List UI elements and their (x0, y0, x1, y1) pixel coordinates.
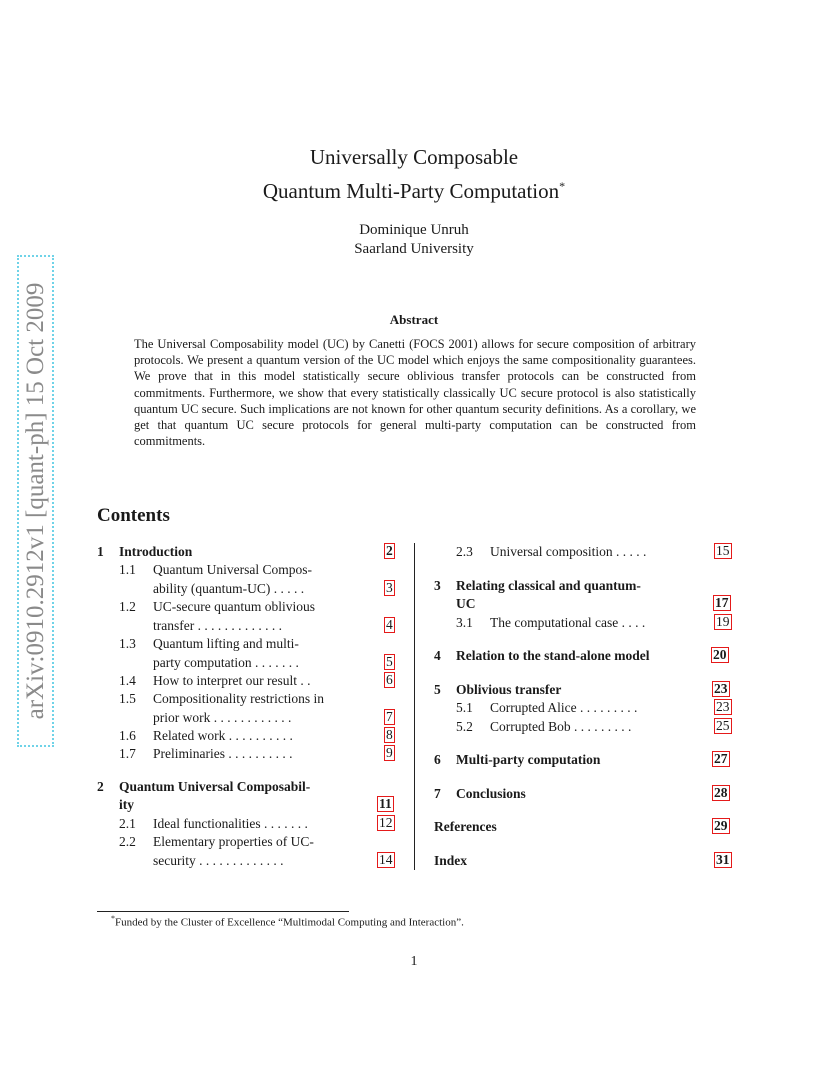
toc-entry-quantum-lifting-cont[interactable]: party computation . . . . . . . (153, 655, 299, 670)
toc-page-link[interactable]: 5 (386, 654, 393, 669)
toc-entry-number: 1.5 (119, 691, 136, 706)
toc-page-link[interactable]: 29 (714, 818, 728, 833)
toc-entry-number: 2.1 (119, 816, 136, 831)
toc-entry-conclusions[interactable]: Conclusions (456, 786, 526, 801)
toc-entry-relating-classical-quantum-cont[interactable]: UC (456, 596, 476, 611)
toc-entry-number: 2.3 (456, 544, 473, 559)
toc-page-link[interactable]: 23 (714, 681, 728, 696)
toc-entry-quantum-lifting[interactable]: Quantum lifting and multi- (153, 636, 299, 651)
arxiv-identifier[interactable] (17, 255, 54, 747)
abstract-text: The Universal Composability model (UC) by Canetti (FOCS 2001) allows for secure composition of arbitrary protocols. We present a quantum version of the UC model which enjoys the same compositionality guarantees. We prove that in this model statistically secure oblivious transfer protocols can be constructed from commitments. Furthermore, we show that every statistically classically UC secure protocol is also statistically quantum UC secure. Such implications are not known for other quantum security definitions. As a corollary, we get that quantum UC secure protocols for general multi-party computation can be constructed from commitments. (134, 337, 696, 449)
toc-page-link[interactable]: 8 (386, 727, 393, 742)
toc-page-link[interactable]: 9 (386, 745, 393, 760)
abstract-heading: Abstract (389, 312, 439, 327)
toc-entry-corrupted-alice[interactable]: Corrupted Alice . . . . . . . . . (490, 700, 638, 715)
title-line-2: Quantum Multi-Party Computation* (262, 179, 566, 203)
toc-entry-number: 6 (434, 752, 441, 767)
toc-entry-compositionality-restrictions[interactable]: Compositionality restrictions in (153, 691, 324, 706)
toc-entry-number: 1.4 (119, 673, 136, 688)
toc-page-link[interactable]: 7 (386, 709, 393, 724)
toc-entry-relating-classical-quantum[interactable]: Relating classical and quantum- (456, 578, 641, 593)
footnote-mark: * (111, 914, 115, 923)
toc-page-link[interactable]: 25 (716, 718, 730, 733)
toc-entry-number: 3.1 (456, 615, 473, 630)
toc-entry-ideal-functionalities[interactable]: Ideal functionalities . . . . . . . (153, 816, 308, 831)
toc-entry-oblivious-transfer-cont[interactable]: transfer . . . . . . . . . . . . . (153, 618, 282, 633)
toc-entry-elementary-properties-cont[interactable]: security . . . . . . . . . . . . . (153, 853, 284, 868)
toc-entry-oblivious-transfer[interactable]: UC-secure quantum oblivious (153, 599, 315, 614)
page-number: 1 (410, 954, 418, 969)
toc-entry-number: 5.2 (456, 719, 473, 734)
footnote-rule (97, 911, 349, 912)
toc-entry-number: 2.2 (119, 834, 136, 849)
toc-page-link[interactable]: 28 (714, 785, 728, 800)
toc-page-link[interactable]: 2 (386, 543, 393, 558)
paper-title (0, 143, 828, 206)
toc-entry-number: 1.1 (119, 562, 136, 577)
toc-page-link[interactable]: 11 (379, 796, 392, 811)
toc-entry-number: 1 (97, 544, 104, 559)
contents-heading: Contents (97, 505, 170, 526)
toc-entry-number: 5.1 (456, 700, 473, 715)
author-block (0, 221, 828, 259)
toc-entry-multi-party-computation[interactable]: Multi-party computation (456, 752, 601, 767)
author-name: Dominique Unruh (359, 222, 469, 238)
footnote-text: Funded by the Cluster of Excellence “Multimodal Computing and Interaction”. (115, 916, 464, 929)
footnote (111, 914, 464, 929)
toc-entry-related-work[interactable]: Related work . . . . . . . . . . (153, 728, 293, 743)
toc-entry-number: 1.3 (119, 636, 136, 651)
toc-page-link[interactable]: 12 (379, 815, 393, 830)
toc-entry-elementary-properties[interactable]: Elementary properties of UC- (153, 834, 314, 849)
toc-entry-introduction[interactable]: Introduction (119, 544, 193, 559)
toc-page-link[interactable]: 27 (714, 751, 728, 766)
toc-entry-interpret-result[interactable]: How to interpret our result . . (153, 673, 311, 688)
toc-page-link[interactable]: 3 (386, 580, 393, 595)
toc-entry-number: 7 (434, 786, 441, 801)
toc-entry-oblivious-transfer-section[interactable]: Oblivious transfer (456, 682, 562, 697)
toc-entry-corrupted-bob[interactable]: Corrupted Bob . . . . . . . . . (490, 719, 632, 734)
toc-entry-stand-alone-model[interactable]: Relation to the stand-alone model (456, 648, 650, 663)
toc-entry-quantum-uc[interactable]: Quantum Universal Compos- (153, 562, 312, 577)
toc-entry-quantum-universal-composability-cont[interactable]: ity (119, 797, 134, 812)
author-affiliation: Saarland University (354, 241, 474, 257)
toc-page-link[interactable]: 4 (386, 617, 393, 632)
toc-page-link[interactable]: 19 (716, 614, 730, 629)
toc-entry-number: 3 (434, 578, 441, 593)
toc-entry-number: 1.7 (119, 746, 136, 761)
toc-entry-number: 1.6 (119, 728, 136, 743)
toc-entry-quantum-universal-composability[interactable]: Quantum Universal Composabil- (119, 779, 311, 794)
toc-entry-number: 2 (97, 779, 104, 794)
toc-entry-compositionality-restrictions-cont[interactable]: prior work . . . . . . . . . . . . (153, 710, 292, 725)
toc-entry-number: 4 (434, 648, 441, 663)
toc-page-link[interactable]: 20 (713, 647, 727, 662)
toc-page-link[interactable]: 6 (386, 672, 393, 687)
toc-column-divider (414, 543, 415, 870)
toc-entry-number: 5 (434, 682, 441, 697)
toc-entry-references[interactable]: References (434, 819, 497, 834)
toc-entry-quantum-uc-cont[interactable]: ability (quantum-UC) . . . . . (153, 581, 305, 596)
toc-page-link[interactable]: 17 (715, 595, 729, 610)
toc-entry-universal-composition[interactable]: Universal composition . . . . . (490, 544, 647, 559)
arxiv-identifier-text: arXiv:0910.2912v1 [quant-ph] 15 Oct 2009 (21, 282, 49, 720)
toc-page-link[interactable]: 23 (716, 699, 730, 714)
toc-entry-computational-case[interactable]: The computational case . . . . (490, 615, 646, 630)
toc-entry-number: 1.2 (119, 599, 136, 614)
title-line-1: Universally Composable (309, 145, 519, 169)
title-footnote-mark: * (559, 179, 566, 193)
toc-entry-index[interactable]: Index (434, 853, 468, 868)
toc-page-link[interactable]: 14 (379, 852, 393, 867)
toc-entry-preliminaries[interactable]: Preliminaries . . . . . . . . . . (153, 746, 293, 761)
toc-page-link[interactable]: 31 (716, 852, 730, 867)
toc-page-link[interactable]: 15 (716, 543, 730, 558)
